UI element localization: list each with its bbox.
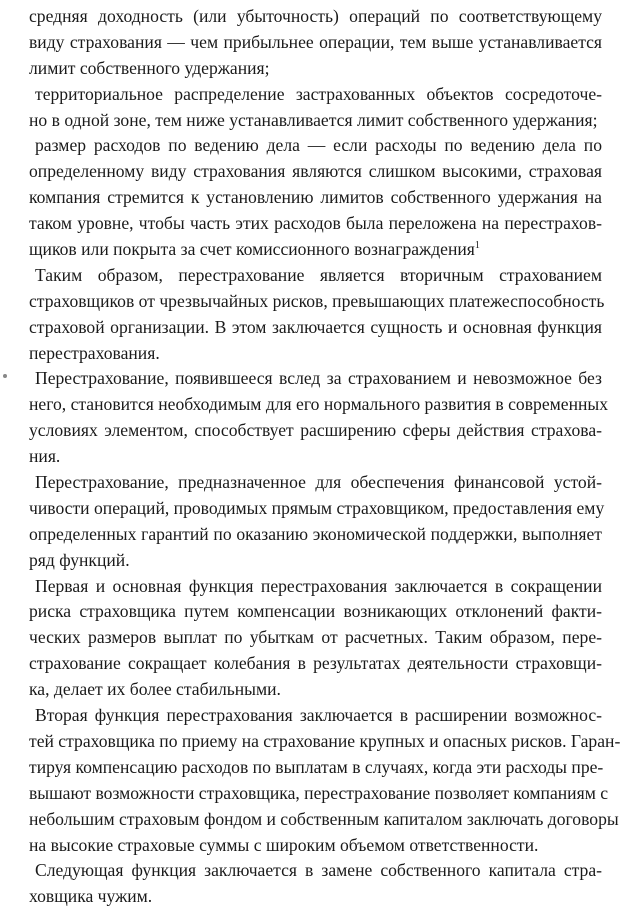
text-line <box>29 185 602 211</box>
paragraph <box>29 263 605 367</box>
text-line-content: тей страховщика по приему на страхование крупных и опасных рисков. Гаран- <box>29 730 621 751</box>
text-line-content: ряд функций. <box>29 549 130 570</box>
text-line <box>29 341 602 367</box>
text-line-content: средняя доходность (или убыточность) операций по соответствующему <box>29 6 602 26</box>
text-line <box>29 366 602 392</box>
text-line <box>29 781 609 807</box>
text-line <box>29 30 602 56</box>
text-line-content: вышают возможности страховщика, перестрахование позволяет компаниям с <box>29 782 609 803</box>
text-line <box>29 263 602 289</box>
text-line-content: определенных гарантий по оказанию экономической поддержки, выполняет <box>29 523 602 544</box>
text-line <box>29 496 605 522</box>
text-line-content: ка, делает их более стабильными. <box>29 679 281 700</box>
text-line-content: небольшим страховым фондом и собственным капиталом заключать договоры <box>29 808 619 829</box>
text-line-content: Следующая функция заключается в замене собственного капитала стра- <box>35 860 602 881</box>
text-line <box>29 108 602 134</box>
text-line-content: на высокие страховые суммы с широким объемом ответственности. <box>29 834 539 855</box>
margin-mark <box>3 374 7 378</box>
paragraph <box>29 858 602 910</box>
paragraph <box>29 4 602 82</box>
text-line-content: страхование сокращает колебания в результатах деятельности страховщи- <box>29 653 602 674</box>
text-line <box>29 833 602 859</box>
text-line <box>29 522 602 548</box>
text-line <box>29 315 602 341</box>
text-line-content: Таким образом, перестрахование является вторичным страхованием <box>35 264 602 285</box>
text-line <box>29 858 602 884</box>
text-line-content: Перестрахование, появившееся вслед за страхованием и невозможное без <box>35 368 602 389</box>
text-line <box>29 884 602 910</box>
text-line <box>29 470 602 496</box>
text-line-content: щиков или покрыта за счет комиссионного вознаграждения <box>29 239 475 260</box>
text-line-content: условиях элементом, способствует расширению сферы действия страхова- <box>29 420 602 441</box>
text-line-content: лимит собственного удержания; <box>29 57 270 78</box>
text-line-content: тируя компенсацию расходов по выплатам в случаях, когда эти расходы пре- <box>29 756 604 777</box>
text-line <box>29 755 602 781</box>
text-line-content: перестрахования. <box>29 342 160 363</box>
text-line <box>29 418 602 444</box>
text-line <box>29 4 602 30</box>
text-line-content: риска страховщика путем компенсации возникающих отклонений факти- <box>29 601 602 622</box>
text-line-content: страховщиков от чрезвычайных рисков, превышающих платежеспособность <box>29 290 605 311</box>
paragraph <box>29 366 609 470</box>
text-line <box>29 703 602 729</box>
text-line <box>29 729 621 755</box>
text-line-content: страховой организации. В этом заключается сущность и основная функция <box>29 316 602 337</box>
text-line-content: таком уровне, чтобы часть этих расходов была переложена на перестрахов- <box>29 213 602 234</box>
paragraph <box>29 703 621 858</box>
text-line-content: определенному виду страхования являются слишком высокими, страховая <box>29 161 602 182</box>
text-line-content: Вторая функция перестрахования заключается в расширении возможнос- <box>35 705 602 726</box>
text-line-content: Первая и основная функция перестрахования заключается в сокращении <box>35 575 602 596</box>
text-line <box>29 289 605 315</box>
text-line-content: него, становится необходимым для его нормального развития в современных <box>29 394 609 415</box>
text-line-content: чивости операций, проводимых прямым страховщиком, предоставления ему <box>29 497 605 518</box>
text-line-content: компания стремится к установлению лимитов собственного удержания на <box>29 187 602 208</box>
text-line-content: ния. <box>29 446 61 467</box>
text-line <box>29 625 602 651</box>
text-line-content: Перестрахование, предназначенное для обеспечения финансовой устой- <box>35 472 602 493</box>
text-line <box>29 599 602 625</box>
text-line <box>29 548 602 574</box>
paragraph <box>29 574 602 703</box>
text-line-content: виду страхования — чем прибыльнее операции, тем выше устанавливается <box>29 31 602 52</box>
text-line <box>29 133 602 159</box>
text-line-content: ховщика чужим. <box>29 886 153 907</box>
text-line <box>29 574 602 600</box>
text-line-content: территориальное распределение застрахованных объектов сосредоточе- <box>35 83 602 104</box>
text-line <box>29 211 602 237</box>
paragraph <box>29 82 602 134</box>
text-line-content: но в одной зоне, тем ниже устанавливается лимит собственного удержания; <box>29 109 598 130</box>
text-line <box>29 82 602 108</box>
text-line-content: размер расходов по ведению дела — если расходы по ведению дела по <box>35 135 602 156</box>
text-line <box>29 159 602 185</box>
paragraph <box>29 133 602 262</box>
text-body <box>29 4 621 910</box>
text-line-content: ческих размеров выплат по убыткам от расчетных. Таким образом, пере- <box>29 627 602 648</box>
footnote-marker[interactable]: 1 <box>474 240 480 252</box>
paragraph <box>29 470 605 574</box>
text-line <box>29 444 602 470</box>
text-line <box>29 392 609 418</box>
text-line <box>29 56 602 82</box>
text-line <box>29 807 619 833</box>
text-line <box>29 651 602 677</box>
text-line <box>29 677 602 703</box>
text-line <box>29 237 602 263</box>
